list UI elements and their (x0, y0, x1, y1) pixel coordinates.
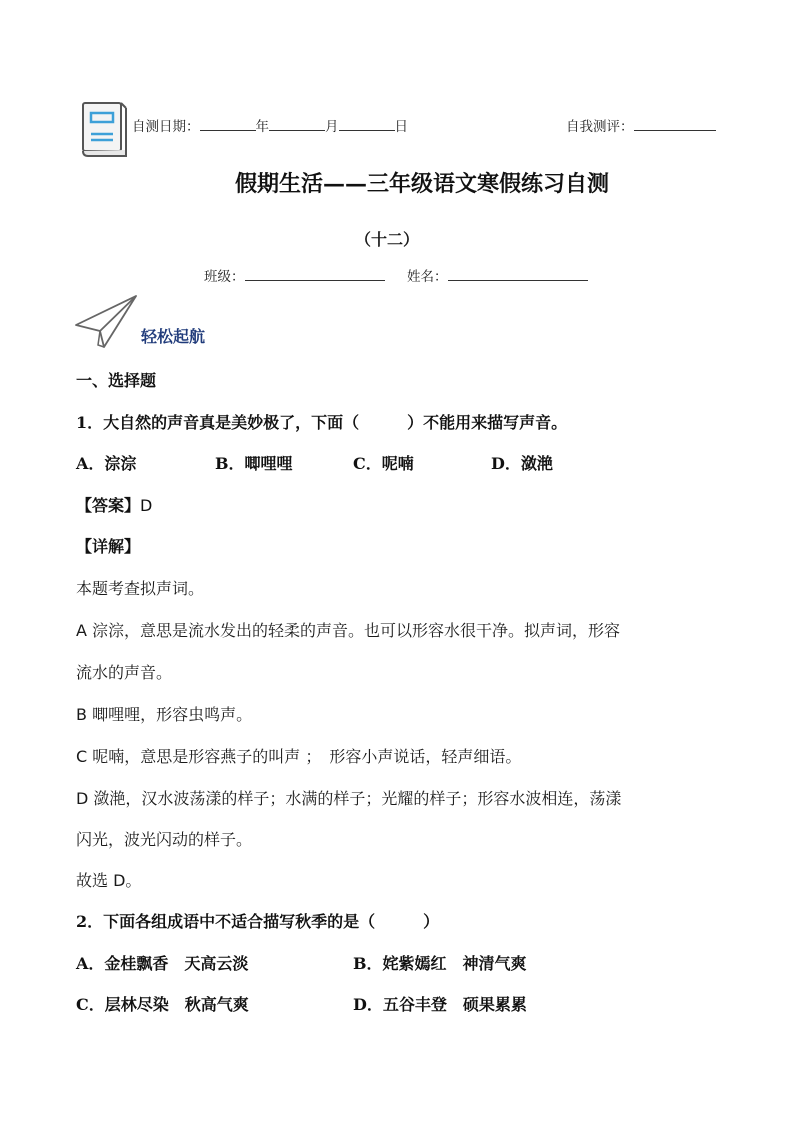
class-field (204, 265, 385, 285)
question-2-option-a: A．金桂飘香 天高云淡 (76, 954, 249, 973)
answer-label: 【答案】 (76, 496, 141, 515)
year-blank (200, 116, 256, 131)
name-label: 姓名： (407, 269, 448, 285)
month-blank (269, 116, 325, 131)
question-1-option-d: D．潋滟 (491, 454, 553, 473)
year-label: 年 (255, 119, 269, 135)
page-title: 假期生活——三年级语文寒假练习自测 (234, 171, 609, 197)
detail-line-7: 闪光，波光闪动的样子。 (76, 830, 253, 849)
detail-line-3: 流水的声音。 (76, 663, 173, 682)
question-2-option-b: B．姹紫嫣红 神清气爽 (353, 954, 527, 973)
class-blank (245, 266, 385, 281)
question-1-option-a: A．淙淙 (76, 454, 137, 473)
question-2-stem: 2．下面各组成语中不适合描写秋季的是（ ） (76, 912, 440, 931)
question-1-option-b: B．唧哩哩 (215, 454, 293, 473)
name-field (407, 265, 588, 285)
detail-line-2: A 淙淙，意思是流水发出的轻柔的声音。也可以形容水很干净。拟声词，形容 (76, 621, 621, 640)
question-1-stem: 1．大自然的声音真是美妙极了，下面（ ）不能用来描写声音。 (76, 413, 568, 432)
answer-value: D (140, 496, 153, 515)
paper-plane-icon (74, 293, 140, 351)
name-blank (448, 266, 588, 281)
detail-label: 【详解】 (76, 537, 141, 556)
detail-line-4: B 唧哩哩，形容虫鸣声。 (76, 705, 253, 724)
class-label: 班级： (204, 269, 245, 285)
day-blank (339, 116, 395, 131)
question-2-option-c: C．层林尽染 秋高气爽 (76, 995, 249, 1014)
section-heading: 一、选择题 (76, 371, 157, 390)
book-icon (80, 100, 130, 158)
question-1-option-c: C．呢喃 (353, 454, 414, 473)
self-evaluation-line (566, 115, 716, 135)
section-banner: 轻松起航 (141, 327, 206, 346)
detail-line-1: 本题考查拟声词。 (76, 579, 205, 598)
month-label: 月 (325, 119, 339, 135)
self-eval-blank (634, 116, 716, 131)
answer-line (76, 493, 152, 516)
self-eval-label: 自我测评： (566, 119, 634, 135)
self-test-date-line (132, 115, 408, 135)
day-label: 日 (394, 119, 408, 135)
question-2-option-d: D．五谷丰登 硕果累累 (353, 995, 527, 1014)
date-label: 自测日期： (132, 119, 200, 135)
page-subtitle: （十二） (355, 230, 420, 249)
detail-line-8: 故选 D。 (76, 871, 142, 890)
detail-line-6: D 潋滟，汉水波荡漾的样子；水满的样子；光耀的样子；形容水波相连，荡漾 (76, 789, 622, 808)
detail-line-5: C 呢喃，意思是形容燕子的叫声 ； 形容小声说话，轻声细语。 (76, 747, 522, 766)
